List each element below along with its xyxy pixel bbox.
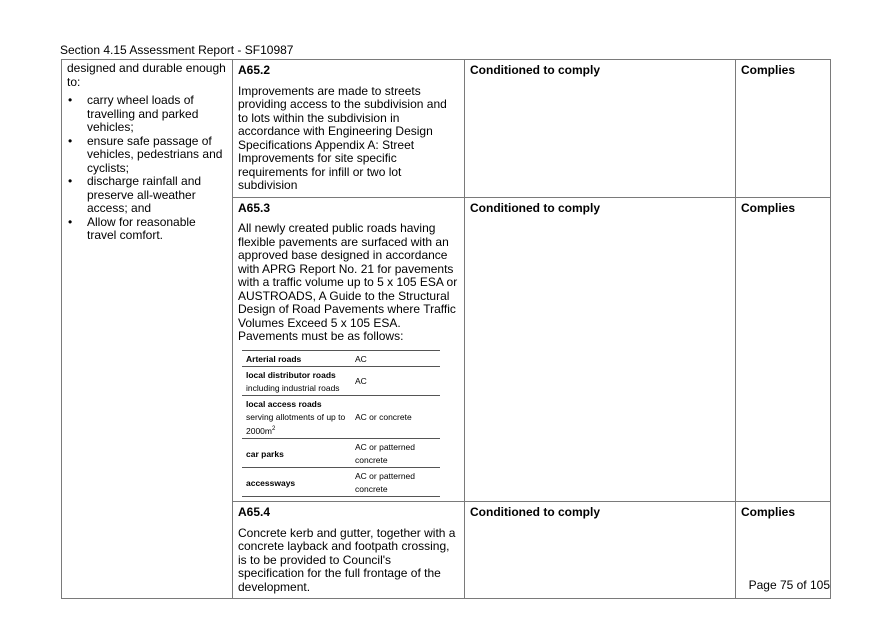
pavement-road-type: local access roads serving allotments of up to $2000m^2$	[242, 396, 351, 439]
requirement-text: All newly created public roads having flexible pavements are surfaced with an approved base designed in accordance with APRG Report No. 21 for pavements with a traffic volume up to 5 x 105 ESA or AUSTROADS, A Guide to the Structural Design of Road Pavements where Traffic Volumes Exceed 5 x 105 ESA. Pavements must be as follows:	[238, 221, 458, 343]
pavement-road-type: car parks	[242, 439, 351, 468]
list-item: • discharge rainfall and preserve all-weather access; and	[67, 175, 227, 216]
objective-intro: designed and durable enough to:	[67, 61, 226, 89]
requirement-cell	[233, 502, 465, 599]
objective-cell	[62, 60, 233, 599]
pavement-road-type: accessways	[242, 468, 351, 497]
comment-cell: Conditioned to comply	[465, 60, 736, 198]
requirement-ref: A65.3	[238, 200, 271, 215]
pavement-surface: AC	[351, 367, 440, 396]
table-row	[242, 367, 440, 396]
list-item: • carry wheel loads of travelling and parked vehicles;	[67, 94, 227, 135]
table-row	[62, 60, 831, 198]
table-row	[242, 468, 440, 497]
pavement-surface: AC or patterned concrete	[351, 468, 440, 497]
table-row	[242, 396, 440, 439]
list-item: • ensure safe passage of vehicles, pedestrians and cyclists;	[67, 135, 227, 176]
pavement-table	[242, 350, 440, 498]
requirement-text: Improvements are made to streets providing access to the subdivision and to lots within the subdivision in accordance with Engineering Design Specifications Appendix A: Street Improvements for site specific requirements for infill or two lot subdivision	[238, 83, 447, 192]
pavement-road-type: Arterial roads	[242, 350, 351, 367]
requirement-text: Concrete kerb and gutter, together with a concrete layback and footpath crossing, is to be provided to Council's specification for the full frontage of the development.	[238, 525, 456, 594]
objective-list	[67, 94, 227, 243]
status-cell: Complies	[736, 197, 831, 502]
pavement-surface: AC or concrete	[351, 396, 440, 439]
table-row	[242, 350, 440, 367]
requirement-cell	[233, 60, 465, 198]
pavement-surface: AC or patterned concrete	[351, 439, 440, 468]
page-header: Section 4.15 Assessment Report - SF10987	[60, 43, 294, 57]
page-number: Page 75 of 105	[748, 578, 830, 592]
comment-cell: Conditioned to comply	[465, 502, 736, 599]
status-cell: Complies	[736, 60, 831, 198]
requirement-ref: A65.2	[238, 63, 271, 77]
pavement-surface: AC	[351, 350, 440, 367]
status-cell: Complies	[736, 502, 831, 599]
comment-cell: Conditioned to comply	[465, 197, 736, 502]
requirement-ref: A65.4	[238, 505, 271, 520]
table-row	[242, 439, 440, 468]
list-item: • Allow for reasonable travel comfort.	[67, 216, 227, 243]
assessment-table	[61, 59, 831, 599]
pavement-road-type: local distributor roads including industrial roads	[242, 367, 351, 396]
requirement-cell	[233, 197, 465, 502]
